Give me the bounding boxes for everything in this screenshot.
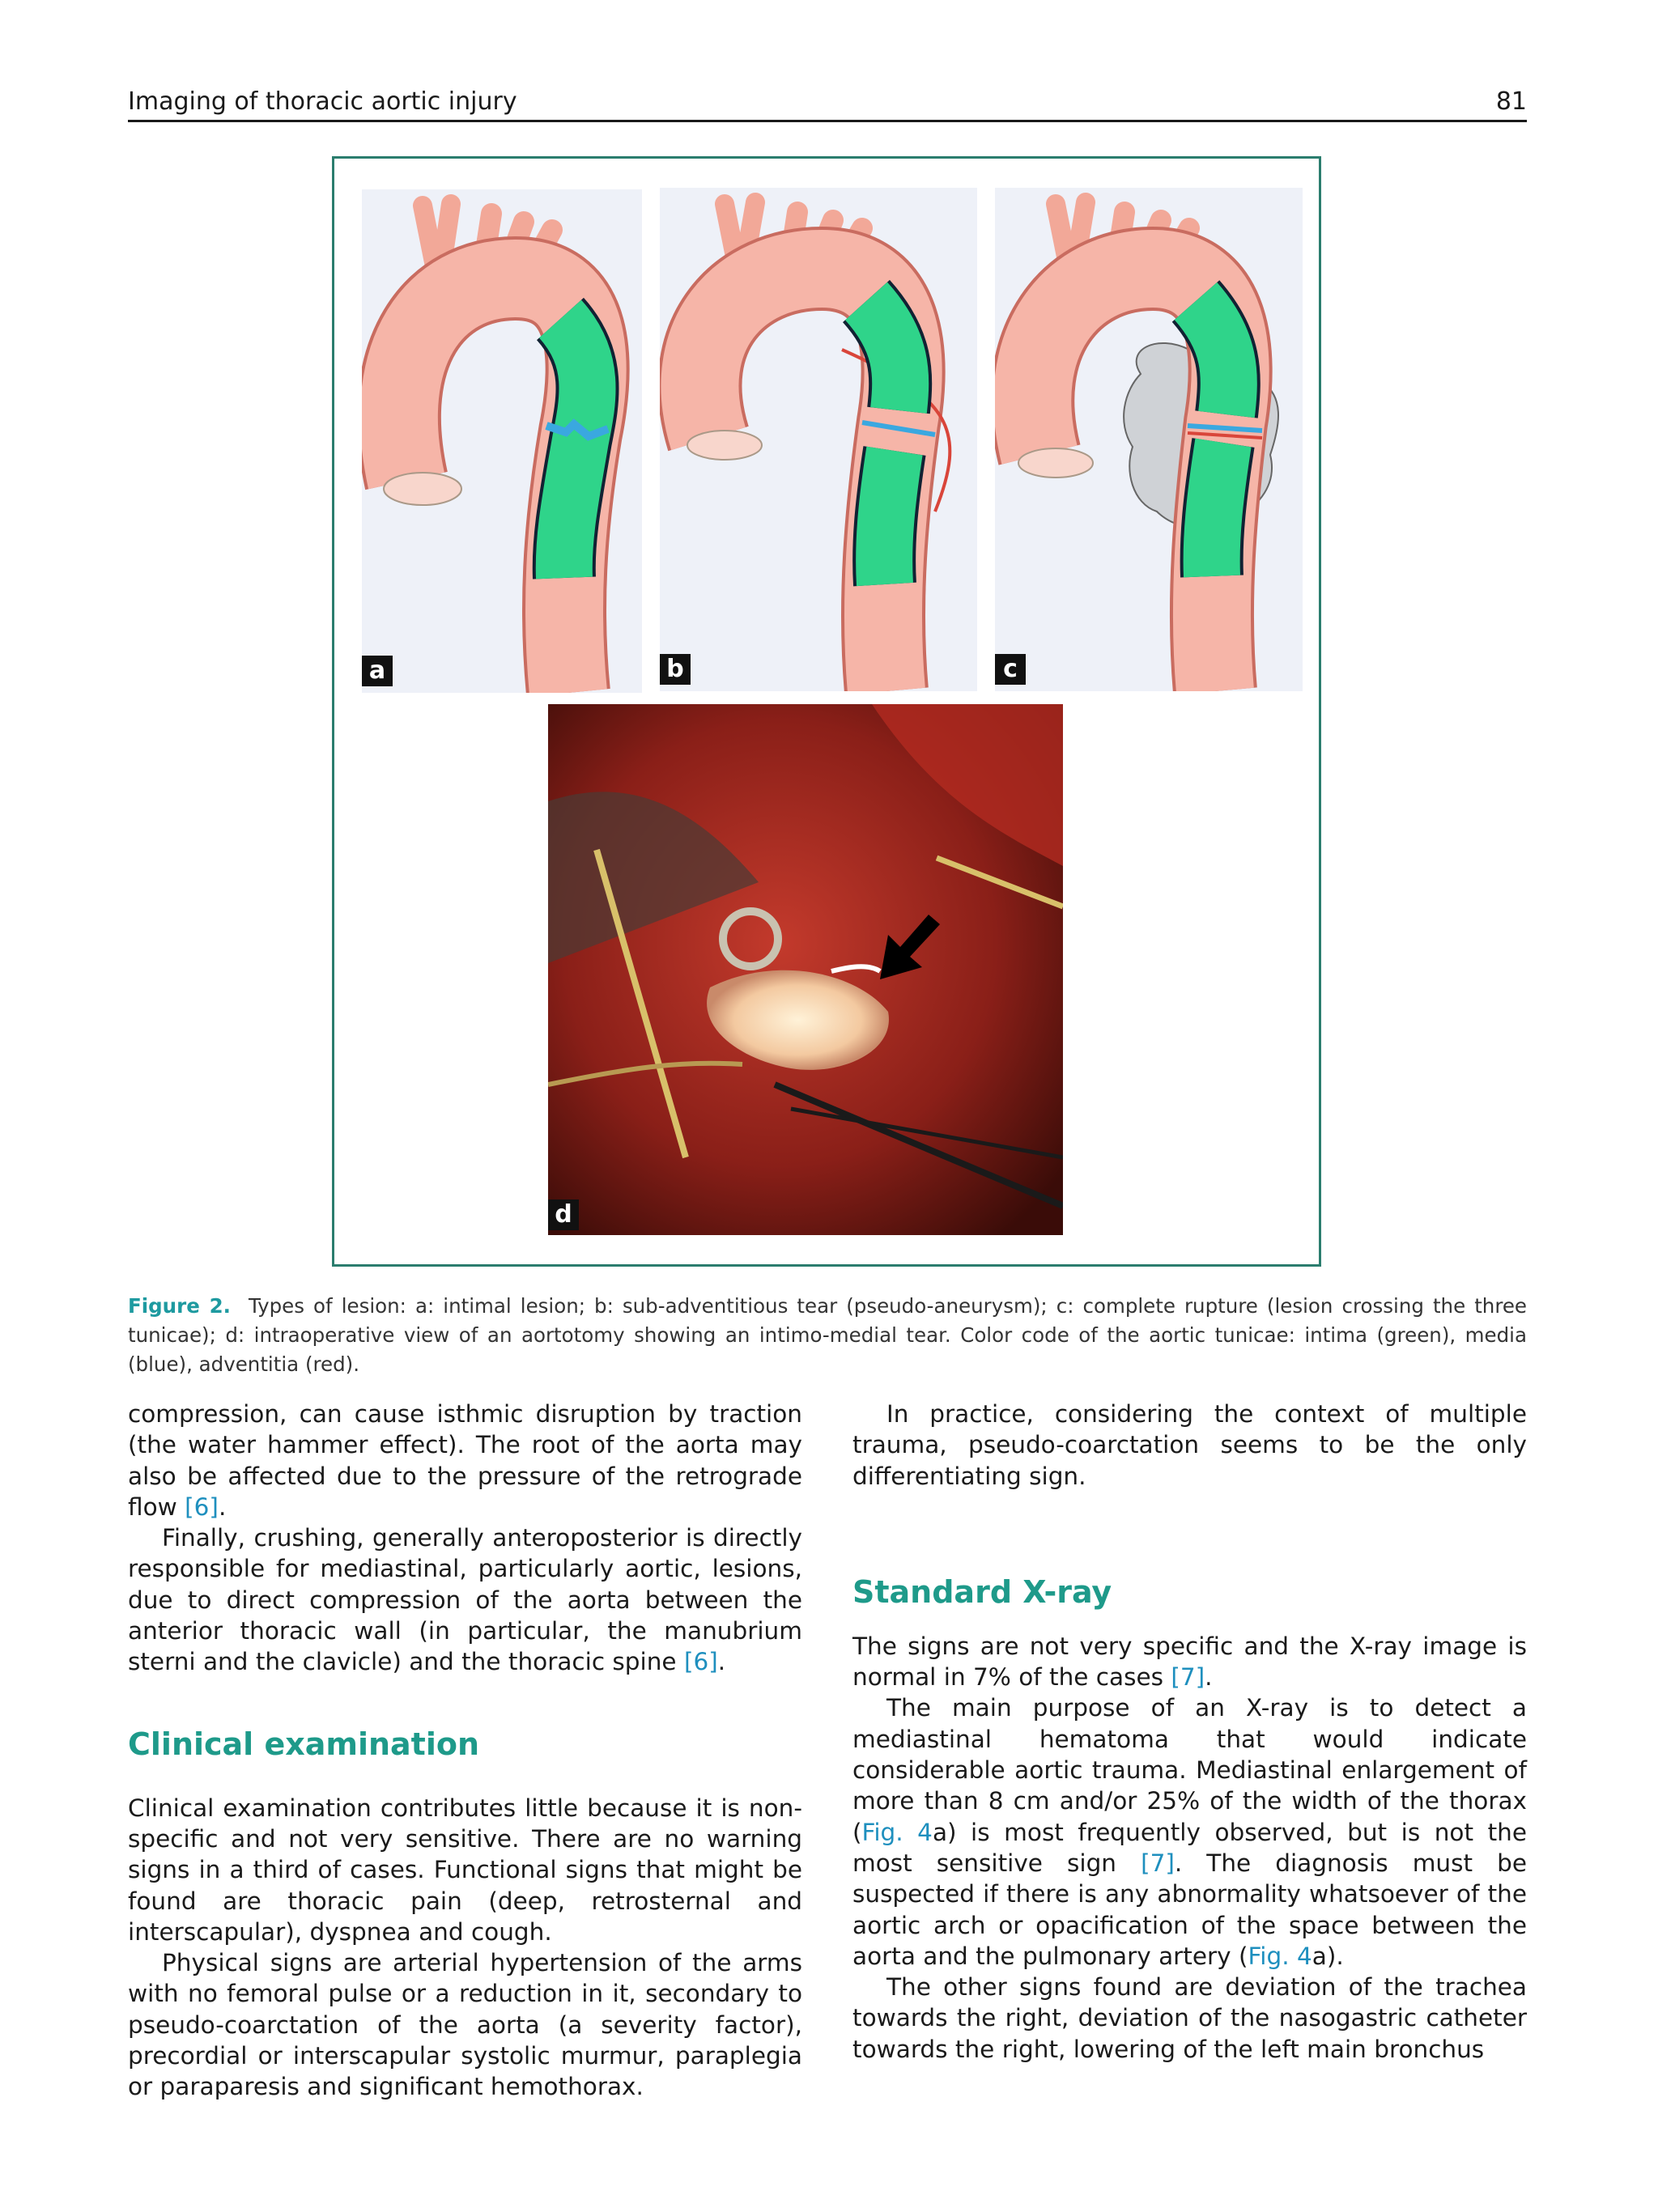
panel-label-c: c	[995, 654, 1026, 685]
panel-label-a: a	[362, 656, 393, 686]
paragraph: The signs are not very specific and the X-ray image is normal in 7% of the cases [7].	[852, 1632, 1527, 1692]
figure-label: Figure 2.	[128, 1294, 231, 1318]
panel-d	[548, 704, 1063, 1235]
panel-label-b: b	[660, 654, 691, 685]
running-header	[128, 84, 1527, 122]
left-column	[128, 1399, 802, 2103]
reference-link[interactable]: [6]	[185, 1492, 219, 1521]
figure-2	[332, 156, 1321, 1267]
figure-link[interactable]: Fig. 4	[861, 1818, 933, 1846]
aorta-drawing-a	[362, 189, 642, 693]
figure-link[interactable]: Fig. 4	[1248, 1942, 1312, 1970]
right-column	[852, 1399, 1527, 2065]
paragraph: The main purpose of an X-ray is to detect a mediastinal hematoma that would indicate considerable aortic trauma. Mediastinal enlargement of more than 8 cm and/or 25% of the width of the thorax (Fig. 4a) is most frequently observed, but is not the most sensitive sign [7]. The diagnosis must be suspected if there is any abnormality whatsoever of the aortic arch or opacification of the space between the aorta and the pulmonary artery (Fig. 4a).	[852, 1694, 1528, 1970]
aorta-drawing-b	[660, 188, 977, 691]
paragraph: compression, can cause isthmic disruption by traction (the water hammer effect). The root of the aorta may also be affected due to the pressure of the retrograde flow [6].	[128, 1400, 802, 1521]
aorta-drawing-c	[995, 188, 1303, 691]
intraoperative-photo	[548, 704, 1063, 1235]
page-number: 81	[1495, 87, 1527, 116]
paragraph: Physical signs are arterial hypertension of the arms with no femoral pulse or a reduction in it, secondary to pseudo-coarctation of the aorta (a severity factor), precordial or interscapular systolic murmur, paraplegia or paraparesis and significant hemothorax.	[128, 1949, 802, 2101]
paragraph: The other signs found are deviation of the trachea towards the right, deviation of the nasogastric catheter towards the right, lowering of the left main bronchus	[852, 1973, 1527, 2063]
panel-c	[995, 188, 1303, 691]
running-title: Imaging of thoracic aortic injury	[128, 87, 517, 116]
section-heading-clinical-examination: Clinical examination	[128, 1726, 480, 1762]
section-heading-standard-xray: Standard X-ray	[852, 1573, 1112, 1610]
reference-link[interactable]: [7]	[1171, 1663, 1205, 1692]
panel-label-d: d	[548, 1199, 579, 1230]
panel-b	[660, 188, 977, 691]
panel-a	[362, 189, 642, 693]
paragraph: Finally, crushing, generally anteroposterior is directly responsible for mediastinal, particularly aortic, lesions, due to direct compression of the aorta between the anterior thoracic wall (in particular, the manubrium sterni and the clavicle) and the thoracic spine [6].	[128, 1524, 802, 1676]
caption-text: Types of lesion: a: intimal lesion; b: sub-adventitious tear (pseudo-aneurysm); c: complete rupture (lesion crossing the three tunicae); d: intraoperative view of an aortotomy showing an intimo-medial tear. Color code of the aortic tunicae: intima (green), media (blue), adventitia (red).	[128, 1294, 1528, 1376]
paragraph: In practice, considering the context of multiple trauma, pseudo-coarctation seems to be the only differentiating sign.	[852, 1400, 1527, 1490]
paragraph: Clinical examination contributes little because it is non-specific and not very sensitive. There are no warning signs in a third of cases. Functional signs that might be found are thoracic pain (deep, retrosternal and interscapular), dyspnea and cough.	[128, 1794, 802, 1946]
reference-link[interactable]: [7]	[1141, 1849, 1175, 1877]
reference-link[interactable]: [6]	[683, 1648, 718, 1676]
figure-caption	[128, 1292, 1527, 1379]
